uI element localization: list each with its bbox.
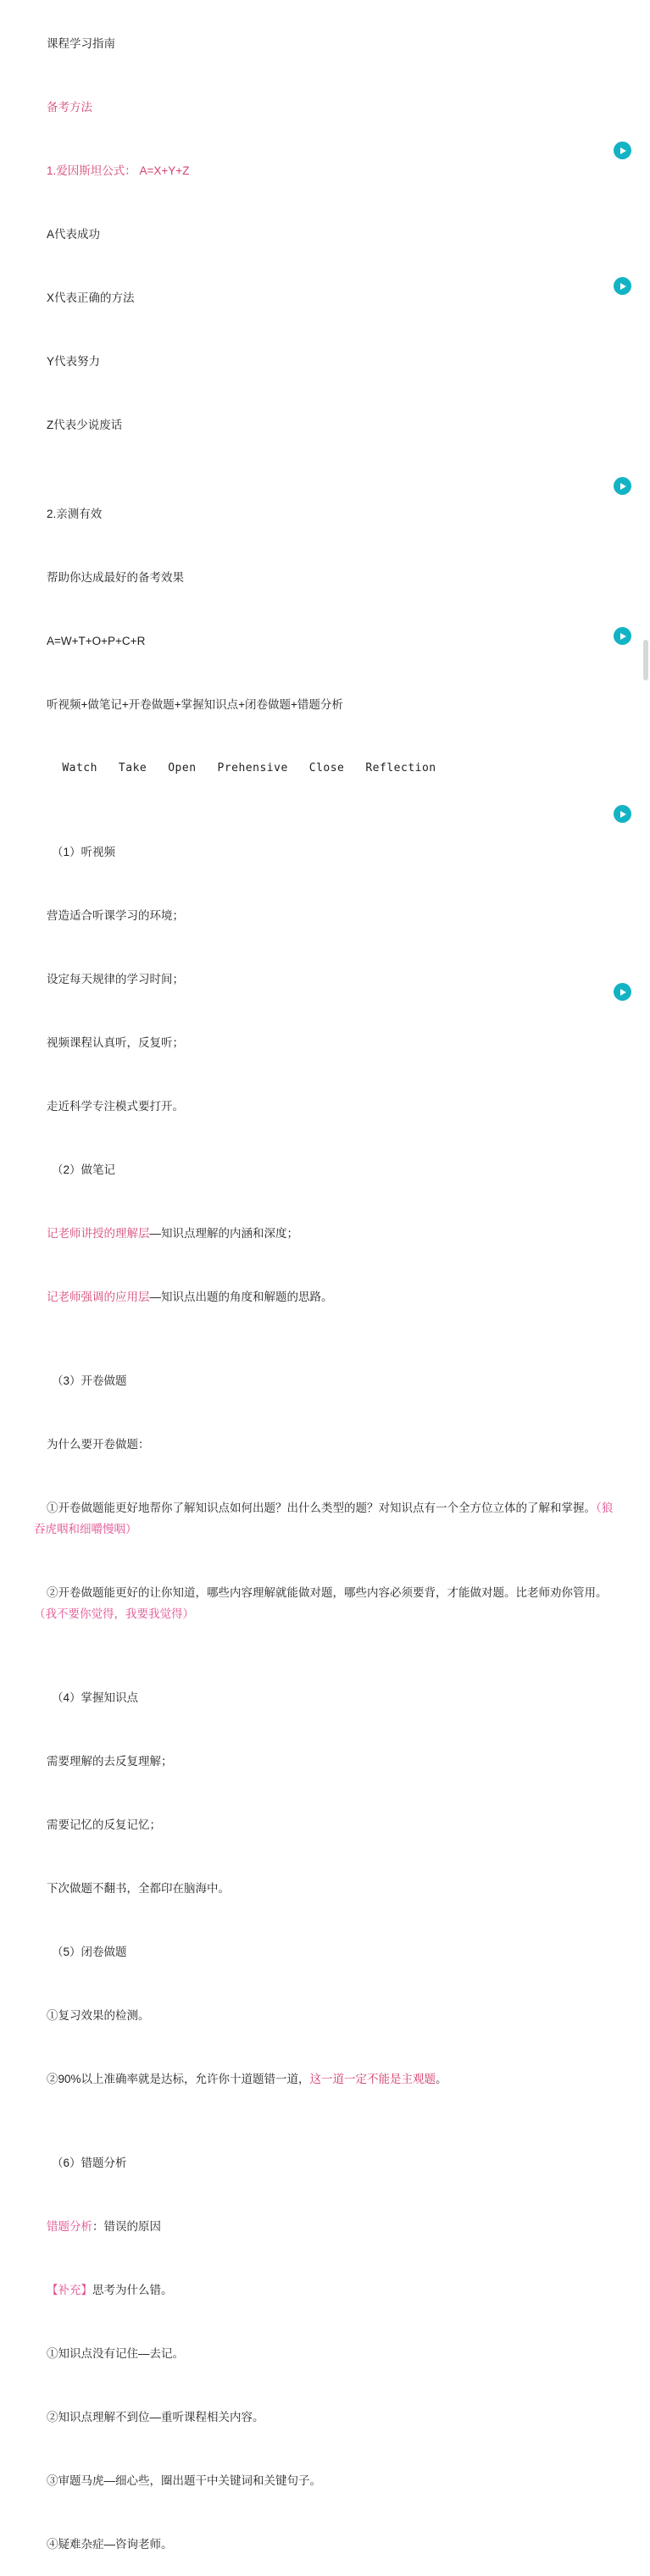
step6-line-2 [34, 2258, 616, 2322]
step2-line-1 [34, 1202, 616, 1265]
step6-reason-3 [34, 2449, 616, 2512]
formula-wtopcr [34, 609, 616, 673]
line-text: 。 [436, 2073, 447, 2085]
line-text: 1.爱因斯坦公式： A=X+Y+Z [47, 164, 190, 177]
play-icon[interactable] [614, 142, 631, 159]
scrollbar-thumb[interactable] [643, 640, 648, 680]
step3-heading [34, 1349, 616, 1413]
step6-reason-4 [34, 2512, 616, 2576]
line-text: ④疑难杂症—咨询老师。 [47, 2538, 173, 2551]
six-steps-english [34, 736, 616, 800]
line-text: ①开卷做题能更好地帮你了解知识点如何出题？出什么类型的题？对知识点有一个全方位立体的了解和掌握。 [47, 1502, 597, 1514]
line-text: ②90%以上准确率就是达标，允许你十道题错一道， [47, 2073, 310, 2085]
step4-line-1 [34, 1729, 616, 1793]
tested-effective-heading [34, 482, 616, 546]
step4-line-3 [34, 1857, 616, 1920]
formula-y-line [34, 330, 616, 393]
line-text: （6）错题分析 [52, 2157, 127, 2169]
section-heading-text: 备考方法 [47, 101, 93, 114]
line-text: 听视频+做笔记+开卷做题+掌握知识点+闭卷做题+错题分析 [47, 698, 343, 711]
line-text: （5）闭卷做题 [52, 1946, 127, 1958]
line-text: 2.亲测有效 [47, 508, 103, 520]
play-icon[interactable] [614, 983, 631, 1001]
spacer [34, 1329, 616, 1349]
section-heading-prep-method [34, 75, 616, 139]
formula-z-line [34, 393, 616, 457]
step1-heading [34, 820, 616, 884]
line-text: ②开卷做题能更好的让你知道，哪些内容理解就能做对题，哪些内容必须要背，才能做对题。比老师劝你管用。 [47, 1586, 608, 1599]
step2-line-2 [34, 1265, 616, 1329]
line-text: 需要记忆的反复记忆； [47, 1818, 162, 1831]
play-triangle [620, 483, 626, 490]
step1-line-2 [34, 947, 616, 1011]
formula-a-line [34, 203, 616, 266]
step2-heading [34, 1138, 616, 1202]
step3-reason-2 [34, 1561, 616, 1646]
line-text: 下次做题不翻书，全都印在脑海中。 [47, 1882, 231, 1895]
line-text: ①知识点没有记住—去记。 [47, 2347, 185, 2360]
line-text: （3）开卷做题 [52, 1374, 127, 1387]
line-text: （4）掌握知识点 [52, 1691, 139, 1704]
step3-intro [34, 1413, 616, 1476]
line-text: —知识点理解的内涵和深度； [149, 1227, 299, 1240]
tested-effective-sub [34, 546, 616, 609]
line-text: A代表成功 [47, 228, 101, 241]
spacer [34, 800, 616, 820]
step6-reason-1 [34, 2322, 616, 2385]
line-text: ②知识点理解不到位—重听课程相关内容。 [47, 2411, 264, 2423]
line-text-highlight: 这一道一定不能是主观题 [309, 2073, 436, 2085]
line-text-highlight: 记老师讲授的理解层 [47, 1227, 150, 1240]
spacer [34, 1646, 616, 1666]
line-text: ③审题马虎—细心些，圈出题干中关键词和关键句子。 [47, 2474, 322, 2487]
line-text: Watch Take Open Prehensive Close Reflection [62, 762, 436, 774]
line-text-highlight: 错题分析 [47, 2220, 93, 2233]
step1-line-1 [34, 884, 616, 947]
step1-line-3 [34, 1011, 616, 1074]
line-text: ①复习效果的检测。 [47, 2009, 150, 2022]
play-triangle [620, 633, 626, 640]
document-title [34, 12, 616, 75]
line-text: ：错误的原因 [92, 2220, 162, 2233]
play-icon[interactable] [614, 477, 631, 495]
line-text: 走近科学专注模式要打开。 [47, 1100, 185, 1113]
line-text: 营造适合听课学习的环境； [47, 909, 185, 922]
play-triangle [620, 283, 626, 290]
spacer [34, 457, 616, 482]
play-triangle [620, 811, 626, 818]
step6-line-1 [34, 2195, 616, 2258]
line-text: （1）听视频 [52, 846, 116, 858]
spacer [34, 2111, 616, 2131]
play-icon[interactable] [614, 277, 631, 295]
play-icon[interactable] [614, 627, 631, 645]
line-text: Y代表努力 [47, 355, 101, 368]
line-text: （2）做笔记 [52, 1163, 116, 1176]
play-triangle [620, 147, 626, 154]
play-icon[interactable] [614, 805, 631, 823]
line-text-highlight: （我不要你觉得，我要我觉得） [34, 1607, 194, 1620]
line-text: 视频课程认真听，反复听； [47, 1036, 185, 1049]
einstein-formula-line [34, 139, 616, 203]
line-text: 为什么要开卷做题： [47, 1438, 150, 1451]
line-text: Z代表少说废话 [47, 419, 123, 431]
six-steps-chinese [34, 673, 616, 736]
line-text-highlight: 【补充】 [47, 2284, 93, 2296]
line-text: 设定每天规律的学习时间； [47, 973, 185, 985]
line-text: 帮助你达成最好的备考效果 [47, 571, 185, 584]
step5-line-2 [34, 2047, 616, 2111]
play-triangle [620, 989, 626, 996]
line-text: 思考为什么错。 [92, 2284, 173, 2296]
formula-x-line [34, 266, 616, 330]
line-text: A=W+T+O+P+C+R [47, 635, 146, 647]
line-text: 需要理解的去反复理解； [47, 1755, 173, 1768]
step4-heading [34, 1666, 616, 1729]
step5-line-1 [34, 1984, 616, 2047]
step5-heading [34, 1920, 616, 1984]
step3-reason-1 [34, 1476, 616, 1561]
step6-heading [34, 2131, 616, 2195]
scrollbar-track[interactable] [643, 0, 648, 1004]
step4-line-2 [34, 1793, 616, 1857]
step6-reason-2 [34, 2385, 616, 2449]
line-text-highlight: 记老师强调的应用层 [47, 1291, 150, 1303]
line-text: X代表正确的方法 [47, 291, 135, 304]
line-text: —知识点出题的角度和解题的思路。 [149, 1291, 333, 1303]
line-text-highlight: （狼吞虎咽和细嚼慢咽） [34, 1502, 614, 1535]
document-title-text: 课程学习指南 [47, 37, 116, 50]
step1-line-4 [34, 1074, 616, 1138]
